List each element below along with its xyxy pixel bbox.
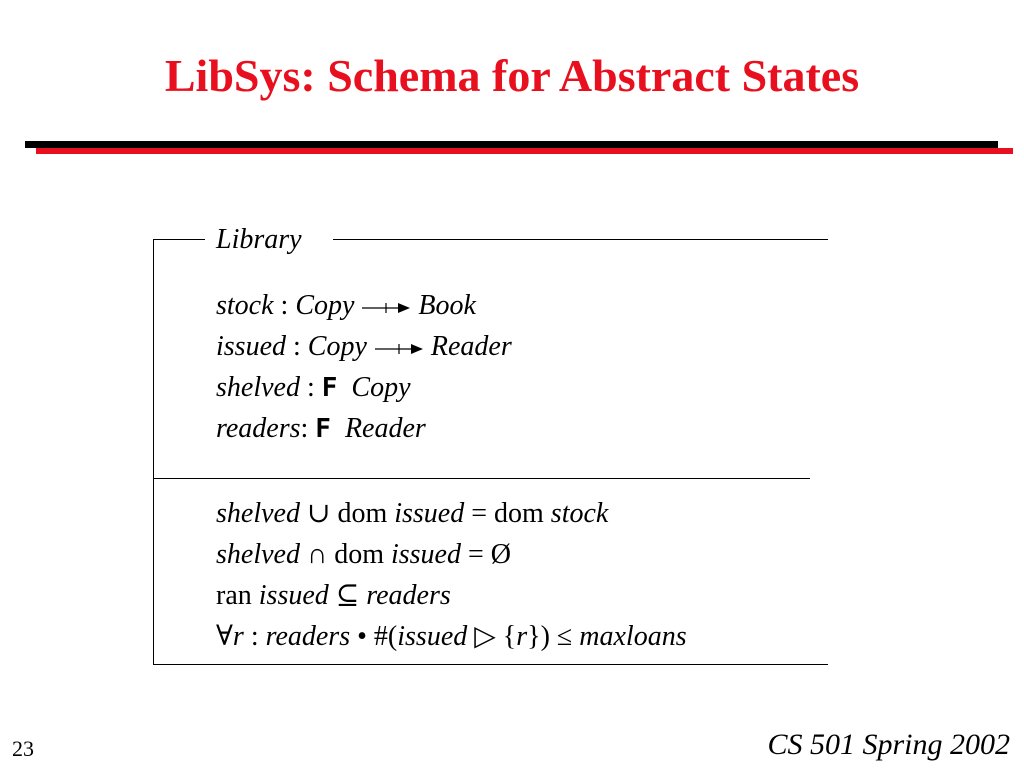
schema-name: Library (216, 224, 302, 255)
finite-set-symbol: F (321, 373, 338, 403)
pred-op: ran (216, 580, 259, 611)
predicate-2 (216, 537, 511, 573)
course-footer: CS 501 Spring 2002 (767, 728, 1010, 761)
decl-var: stock (216, 290, 274, 321)
equals-symbol: = (460, 539, 491, 570)
pred-term: stock (550, 498, 609, 529)
pred-term: shelved (216, 498, 300, 529)
declaration-issued (216, 329, 512, 365)
subset-symbol: ⊆ (328, 580, 367, 611)
schema-bottom-border (153, 664, 828, 665)
title-rule-black (25, 141, 998, 148)
pred-op: dom (494, 498, 551, 529)
schema-left-border (153, 239, 154, 665)
pred-op: dom (337, 498, 395, 529)
declaration-stock (216, 288, 476, 324)
decl-range: Book (418, 290, 476, 321)
decl-type: Copy (351, 372, 411, 403)
less-equal-symbol: ≤ (549, 621, 580, 652)
pred-term: issued (394, 498, 465, 529)
pred-op: dom (334, 539, 391, 570)
decl-colon: : (273, 290, 296, 321)
schema-top-right-line (333, 239, 828, 240)
decl-colon: : (286, 331, 308, 362)
decl-colon: : (300, 413, 316, 444)
pred-term: issued (397, 621, 468, 652)
decl-type: Reader (344, 413, 426, 444)
predicate-4 (216, 619, 687, 655)
pred-term: issued (390, 539, 461, 570)
partial-function-arrow-icon (360, 300, 412, 316)
range-restriction-symbol: ▷ { (467, 621, 517, 652)
pred-term: issued (258, 580, 329, 611)
union-symbol: ∪ (299, 498, 338, 529)
decl-range: Reader (430, 331, 512, 362)
decl-domain: Copy (307, 331, 367, 362)
decl-colon: : (299, 372, 322, 403)
forall-symbol: ∀ (216, 621, 233, 652)
pred-op: • #( (350, 621, 398, 652)
pred-term: shelved (216, 539, 300, 570)
pred-term: r (232, 621, 244, 652)
schema-divider (153, 478, 810, 479)
slide-title: LibSys: Schema for Abstract States (164, 50, 860, 101)
declaration-shelved (216, 370, 411, 406)
pred-term: r (516, 621, 528, 652)
declaration-readers (216, 411, 426, 447)
decl-var: issued (216, 331, 286, 362)
intersection-symbol: ∩ (299, 539, 335, 570)
page-number: 23 (12, 736, 34, 761)
partial-function-arrow-icon (373, 341, 425, 357)
decl-var: readers (216, 413, 301, 444)
pred-op: }) (527, 621, 550, 652)
equals-symbol: = (464, 498, 495, 529)
decl-var: shelved (216, 372, 300, 403)
decl-domain: Copy (295, 290, 355, 321)
predicate-1 (216, 496, 608, 532)
pred-term: readers (366, 580, 451, 611)
title-rule-red (36, 148, 1013, 154)
pred-term: maxloans (579, 621, 687, 652)
empty-set-symbol: Ø (490, 539, 512, 570)
predicate-3 (216, 578, 451, 614)
schema-top-left-line (153, 239, 205, 240)
pred-op: : (243, 621, 266, 652)
pred-term: readers (265, 621, 351, 652)
finite-set-symbol: F (315, 414, 331, 444)
